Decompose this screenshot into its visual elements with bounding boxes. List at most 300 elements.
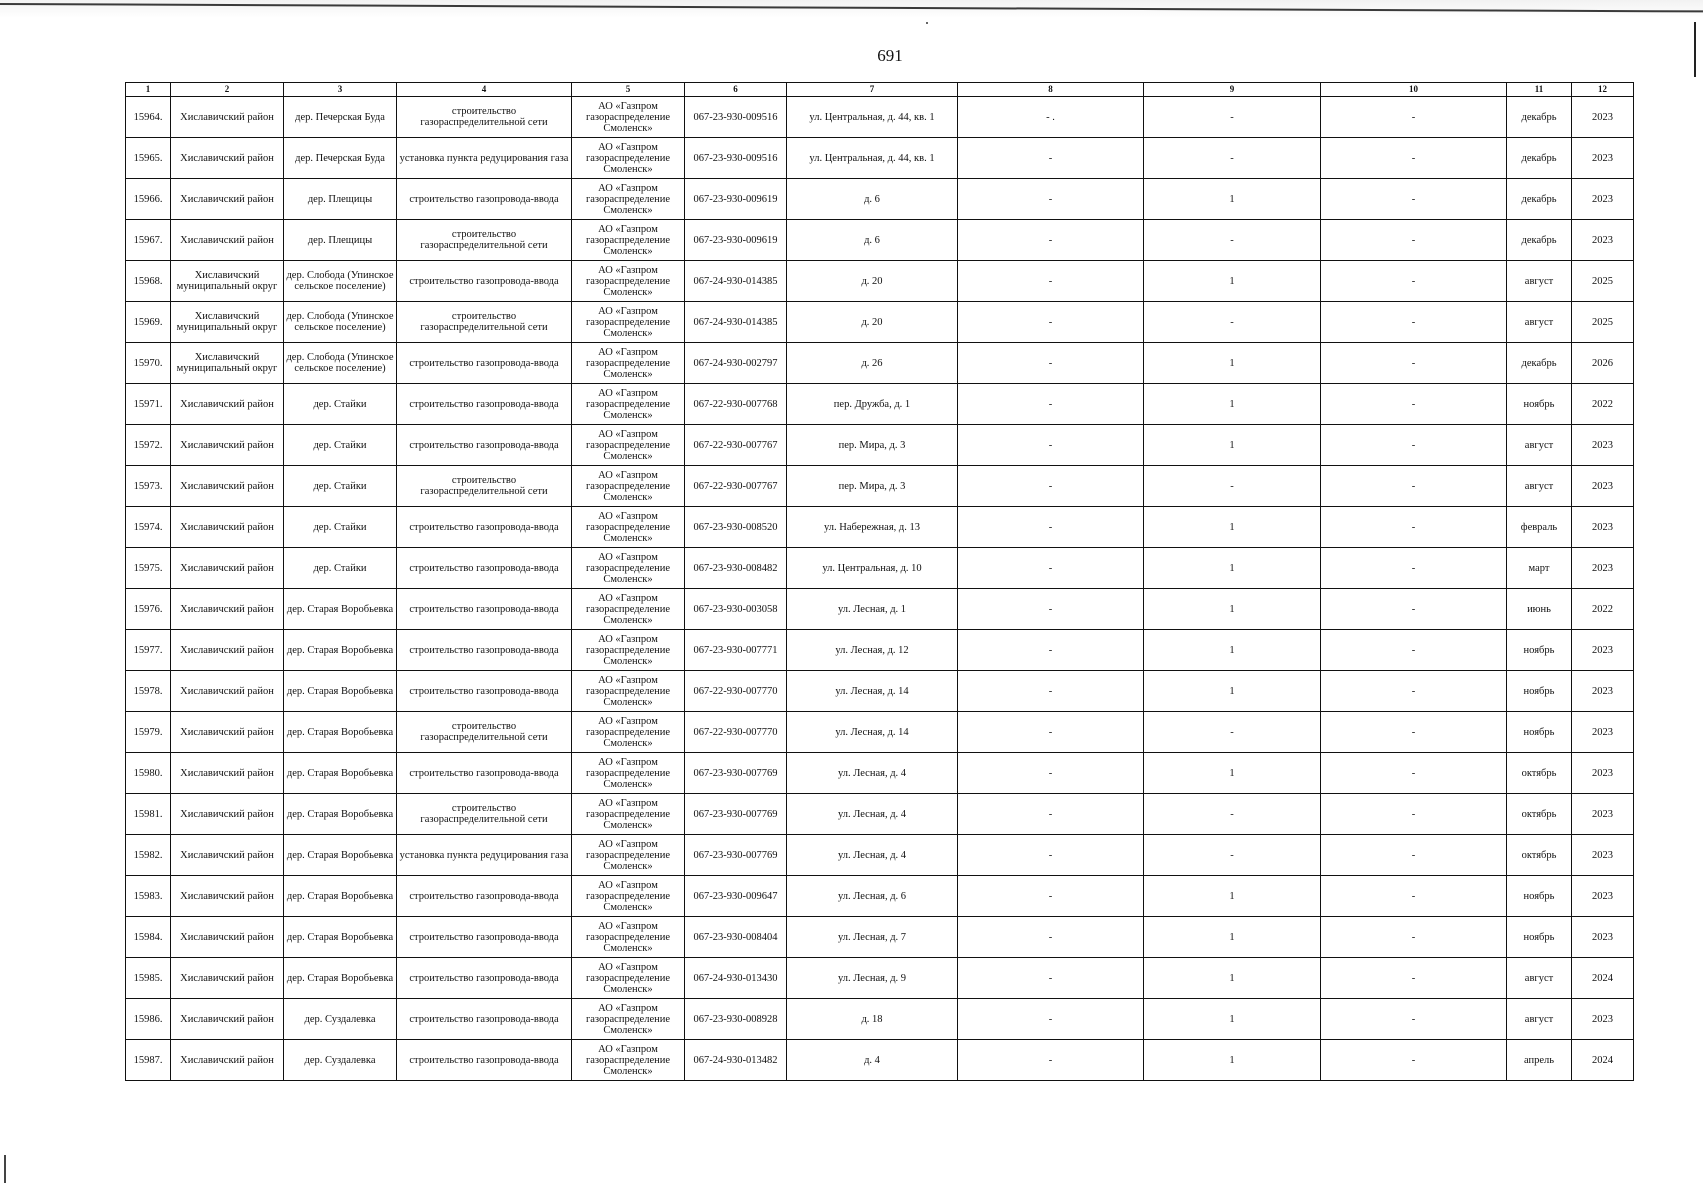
- application-code-cell: 067-23-930-007769: [685, 794, 787, 835]
- column-8-cell: -: [958, 835, 1144, 876]
- district-cell: Хиславичский муниципальный округ: [171, 302, 284, 343]
- work-type-cell: строительство газопровода-ввода: [397, 425, 572, 466]
- year-cell: 2022: [1572, 384, 1634, 425]
- organization-cell: АО «Газпром газораспределение Смоленск»: [572, 630, 685, 671]
- address-cell: ул. Лесная, д. 9: [787, 958, 958, 999]
- organization-cell: АО «Газпром газораспределение Смоленск»: [572, 179, 685, 220]
- column-8-cell: -: [958, 589, 1144, 630]
- year-cell: 2023: [1572, 712, 1634, 753]
- district-cell: Хиславичский район: [171, 548, 284, 589]
- column-8-cell: -: [958, 384, 1144, 425]
- address-cell: ул. Центральная, д. 10: [787, 548, 958, 589]
- address-cell: ул. Лесная, д. 14: [787, 671, 958, 712]
- application-code-cell: 067-23-930-009516: [685, 97, 787, 138]
- district-cell: Хиславичский район: [171, 507, 284, 548]
- column-10-cell: -: [1321, 466, 1507, 507]
- district-cell: Хиславичский район: [171, 917, 284, 958]
- column-number-row: [126, 83, 1634, 97]
- year-cell: 2026: [1572, 343, 1634, 384]
- work-type-cell: строительство газопровода-ввода: [397, 343, 572, 384]
- table-row: [126, 548, 1634, 589]
- address-cell: ул. Лесная, д. 6: [787, 876, 958, 917]
- column-9-cell: -: [1144, 97, 1321, 138]
- row-number-cell: 15976.: [126, 589, 171, 630]
- address-cell: ул. Лесная, д. 4: [787, 794, 958, 835]
- column-10-cell: -: [1321, 261, 1507, 302]
- column-9-cell: 1: [1144, 958, 1321, 999]
- table-row: [126, 1040, 1634, 1081]
- column-10-cell: -: [1321, 138, 1507, 179]
- column-8-cell: -: [958, 958, 1144, 999]
- row-number-cell: 15982.: [126, 835, 171, 876]
- column-9-cell: -: [1144, 220, 1321, 261]
- month-cell: октябрь: [1507, 753, 1572, 794]
- work-type-cell: строительство газораспределительной сети: [397, 712, 572, 753]
- work-type-cell: строительство газопровода-ввода: [397, 917, 572, 958]
- month-cell: декабрь: [1507, 138, 1572, 179]
- work-type-cell: строительство газораспределительной сети: [397, 302, 572, 343]
- year-cell: 2023: [1572, 466, 1634, 507]
- address-cell: ул. Набережная, д. 13: [787, 507, 958, 548]
- row-number-cell: 15983.: [126, 876, 171, 917]
- application-code-cell: 067-22-930-007768: [685, 384, 787, 425]
- scan-speck: [926, 22, 928, 24]
- organization-cell: АО «Газпром газораспределение Смоленск»: [572, 425, 685, 466]
- address-cell: ул. Лесная, д. 12: [787, 630, 958, 671]
- application-code-cell: 067-24-930-014385: [685, 302, 787, 343]
- table-row: [126, 343, 1634, 384]
- column-9-cell: 1: [1144, 671, 1321, 712]
- column-10-cell: -: [1321, 343, 1507, 384]
- month-cell: август: [1507, 302, 1572, 343]
- locality-cell: дер. Старая Воробьевка: [284, 958, 397, 999]
- table-row: [126, 917, 1634, 958]
- month-cell: ноябрь: [1507, 671, 1572, 712]
- column-10-cell: -: [1321, 384, 1507, 425]
- column-9-cell: -: [1144, 712, 1321, 753]
- work-type-cell: строительство газопровода-ввода: [397, 753, 572, 794]
- application-code-cell: 067-24-930-013430: [685, 958, 787, 999]
- table-row: [126, 220, 1634, 261]
- year-cell: 2023: [1572, 179, 1634, 220]
- row-number-cell: 15964.: [126, 97, 171, 138]
- column-header: 8: [958, 83, 1144, 97]
- organization-cell: АО «Газпром газораспределение Смоленск»: [572, 835, 685, 876]
- address-cell: ул. Лесная, д. 1: [787, 589, 958, 630]
- organization-cell: АО «Газпром газораспределение Смоленск»: [572, 589, 685, 630]
- column-8-cell: -: [958, 794, 1144, 835]
- work-type-cell: установка пункта редуцирования газа: [397, 835, 572, 876]
- application-code-cell: 067-23-930-007771: [685, 630, 787, 671]
- work-type-cell: строительство газопровода-ввода: [397, 630, 572, 671]
- column-header: 12: [1572, 83, 1634, 97]
- year-cell: 2023: [1572, 876, 1634, 917]
- locality-cell: дер. Старая Воробьевка: [284, 630, 397, 671]
- locality-cell: дер. Старая Воробьевка: [284, 794, 397, 835]
- locality-cell: дер. Печерская Буда: [284, 97, 397, 138]
- address-cell: д. 20: [787, 261, 958, 302]
- locality-cell: дер. Плещицы: [284, 220, 397, 261]
- row-number-cell: 15975.: [126, 548, 171, 589]
- column-9-cell: -: [1144, 138, 1321, 179]
- work-type-cell: строительство газораспределительной сети: [397, 794, 572, 835]
- organization-cell: АО «Газпром газораспределение Смоленск»: [572, 384, 685, 425]
- district-cell: Хиславичский муниципальный округ: [171, 261, 284, 302]
- column-8-cell: -: [958, 671, 1144, 712]
- year-cell: 2023: [1572, 999, 1634, 1040]
- row-number-cell: 15973.: [126, 466, 171, 507]
- month-cell: ноябрь: [1507, 712, 1572, 753]
- row-number-cell: 15979.: [126, 712, 171, 753]
- column-header: 7: [787, 83, 958, 97]
- application-code-cell: 067-23-930-008928: [685, 999, 787, 1040]
- column-10-cell: -: [1321, 589, 1507, 630]
- table-row: [126, 958, 1634, 999]
- application-code-cell: 067-23-930-009619: [685, 220, 787, 261]
- organization-cell: АО «Газпром газораспределение Смоленск»: [572, 343, 685, 384]
- column-10-cell: -: [1321, 753, 1507, 794]
- column-header: 11: [1507, 83, 1572, 97]
- column-8-cell: -: [958, 507, 1144, 548]
- locality-cell: дер. Старая Воробьевка: [284, 589, 397, 630]
- year-cell: 2023: [1572, 507, 1634, 548]
- register-table: [125, 82, 1634, 1081]
- table-row: [126, 876, 1634, 917]
- column-header: 2: [171, 83, 284, 97]
- work-type-cell: строительство газораспределительной сети: [397, 466, 572, 507]
- address-cell: ул. Лесная, д. 14: [787, 712, 958, 753]
- month-cell: декабрь: [1507, 97, 1572, 138]
- column-header: 5: [572, 83, 685, 97]
- column-8-cell: -: [958, 753, 1144, 794]
- column-8-cell: -: [958, 1040, 1144, 1081]
- address-cell: ул. Лесная, д. 4: [787, 835, 958, 876]
- district-cell: Хиславичский муниципальный округ: [171, 343, 284, 384]
- locality-cell: дер. Стайки: [284, 425, 397, 466]
- district-cell: Хиславичский район: [171, 179, 284, 220]
- column-10-cell: -: [1321, 876, 1507, 917]
- month-cell: июнь: [1507, 589, 1572, 630]
- month-cell: август: [1507, 958, 1572, 999]
- table-row: [126, 630, 1634, 671]
- column-10-cell: -: [1321, 302, 1507, 343]
- work-type-cell: строительство газопровода-ввода: [397, 958, 572, 999]
- organization-cell: АО «Газпром газораспределение Смоленск»: [572, 138, 685, 179]
- organization-cell: АО «Газпром газораспределение Смоленск»: [572, 958, 685, 999]
- organization-cell: АО «Газпром газораспределение Смоленск»: [572, 261, 685, 302]
- row-number-cell: 15968.: [126, 261, 171, 302]
- work-type-cell: строительство газопровода-ввода: [397, 384, 572, 425]
- column-10-cell: -: [1321, 220, 1507, 261]
- table-row: [126, 712, 1634, 753]
- organization-cell: АО «Газпром газораспределение Смоленск»: [572, 671, 685, 712]
- organization-cell: АО «Газпром газораспределение Смоленск»: [572, 507, 685, 548]
- locality-cell: дер. Стайки: [284, 384, 397, 425]
- district-cell: Хиславичский район: [171, 753, 284, 794]
- locality-cell: дер. Старая Воробьевка: [284, 671, 397, 712]
- organization-cell: АО «Газпром газораспределение Смоленск»: [572, 220, 685, 261]
- column-8-cell: -: [958, 466, 1144, 507]
- column-8-cell: -: [958, 999, 1144, 1040]
- work-type-cell: строительство газопровода-ввода: [397, 261, 572, 302]
- column-9-cell: 1: [1144, 589, 1321, 630]
- address-cell: ул. Центральная, д. 44, кв. 1: [787, 97, 958, 138]
- application-code-cell: 067-23-930-008482: [685, 548, 787, 589]
- column-10-cell: -: [1321, 507, 1507, 548]
- table-row: [126, 589, 1634, 630]
- table-row: [126, 999, 1634, 1040]
- column-9-cell: 1: [1144, 343, 1321, 384]
- column-9-cell: 1: [1144, 753, 1321, 794]
- row-number-cell: 15966.: [126, 179, 171, 220]
- column-8-cell: -: [958, 302, 1144, 343]
- row-number-cell: 15965.: [126, 138, 171, 179]
- work-type-cell: строительство газораспределительной сети: [397, 220, 572, 261]
- work-type-cell: строительство газопровода-ввода: [397, 548, 572, 589]
- column-10-cell: -: [1321, 835, 1507, 876]
- organization-cell: АО «Газпром газораспределение Смоленск»: [572, 917, 685, 958]
- application-code-cell: 067-22-930-007770: [685, 712, 787, 753]
- year-cell: 2023: [1572, 97, 1634, 138]
- table-row: [126, 753, 1634, 794]
- year-cell: 2023: [1572, 794, 1634, 835]
- year-cell: 2023: [1572, 425, 1634, 466]
- row-number-cell: 15981.: [126, 794, 171, 835]
- locality-cell: дер. Старая Воробьевка: [284, 835, 397, 876]
- application-code-cell: 067-22-930-007767: [685, 425, 787, 466]
- district-cell: Хиславичский район: [171, 630, 284, 671]
- column-9-cell: 1: [1144, 179, 1321, 220]
- table-row: [126, 466, 1634, 507]
- month-cell: ноябрь: [1507, 876, 1572, 917]
- application-code-cell: 067-23-930-009647: [685, 876, 787, 917]
- row-number-cell: 15984.: [126, 917, 171, 958]
- year-cell: 2024: [1572, 958, 1634, 999]
- month-cell: ноябрь: [1507, 384, 1572, 425]
- locality-cell: дер. Слобода (Упинское сельское поселение): [284, 343, 397, 384]
- district-cell: Хиславичский район: [171, 999, 284, 1040]
- year-cell: 2023: [1572, 138, 1634, 179]
- district-cell: Хиславичский район: [171, 1040, 284, 1081]
- organization-cell: АО «Газпром газораспределение Смоленск»: [572, 548, 685, 589]
- work-type-cell: строительство газопровода-ввода: [397, 876, 572, 917]
- address-cell: пер. Мира, д. 3: [787, 425, 958, 466]
- table-row: [126, 384, 1634, 425]
- table-row: [126, 507, 1634, 548]
- address-cell: д. 18: [787, 999, 958, 1040]
- address-cell: д. 4: [787, 1040, 958, 1081]
- year-cell: 2023: [1572, 630, 1634, 671]
- row-number-cell: 15978.: [126, 671, 171, 712]
- year-cell: 2023: [1572, 753, 1634, 794]
- row-number-cell: 15969.: [126, 302, 171, 343]
- month-cell: март: [1507, 548, 1572, 589]
- table-body: [126, 97, 1634, 1081]
- year-cell: 2023: [1572, 835, 1634, 876]
- column-8-cell: -: [958, 630, 1144, 671]
- column-9-cell: 1: [1144, 917, 1321, 958]
- page-number: 691: [877, 46, 903, 65]
- locality-cell: дер. Стайки: [284, 548, 397, 589]
- address-cell: д. 6: [787, 179, 958, 220]
- locality-cell: дер. Печерская Буда: [284, 138, 397, 179]
- locality-cell: дер. Слобода (Упинское сельское поселение): [284, 302, 397, 343]
- locality-cell: дер. Стайки: [284, 466, 397, 507]
- column-8-cell: -: [958, 179, 1144, 220]
- organization-cell: АО «Газпром газораспределение Смоленск»: [572, 753, 685, 794]
- district-cell: Хиславичский район: [171, 794, 284, 835]
- column-10-cell: -: [1321, 999, 1507, 1040]
- organization-cell: АО «Газпром газораспределение Смоленск»: [572, 302, 685, 343]
- column-9-cell: 1: [1144, 384, 1321, 425]
- year-cell: 2023: [1572, 671, 1634, 712]
- row-number-cell: 15967.: [126, 220, 171, 261]
- month-cell: август: [1507, 261, 1572, 302]
- locality-cell: дер. Суздалевка: [284, 999, 397, 1040]
- year-cell: 2023: [1572, 220, 1634, 261]
- work-type-cell: строительство газопровода-ввода: [397, 179, 572, 220]
- column-header: 10: [1321, 83, 1507, 97]
- application-code-cell: 067-23-930-009516: [685, 138, 787, 179]
- column-9-cell: 1: [1144, 548, 1321, 589]
- column-9-cell: 1: [1144, 261, 1321, 302]
- column-10-cell: -: [1321, 794, 1507, 835]
- column-8-cell: -: [958, 425, 1144, 466]
- row-number-cell: 15980.: [126, 753, 171, 794]
- column-header: 6: [685, 83, 787, 97]
- address-cell: ул. Лесная, д. 7: [787, 917, 958, 958]
- column-10-cell: -: [1321, 712, 1507, 753]
- column-10-cell: -: [1321, 548, 1507, 589]
- district-cell: Хиславичский район: [171, 835, 284, 876]
- year-cell: 2024: [1572, 1040, 1634, 1081]
- month-cell: февраль: [1507, 507, 1572, 548]
- work-type-cell: установка пункта редуцирования газа: [397, 138, 572, 179]
- column-10-cell: -: [1321, 97, 1507, 138]
- column-header: 1: [126, 83, 171, 97]
- table-row: [126, 138, 1634, 179]
- table-row: [126, 97, 1634, 138]
- table-row: [126, 261, 1634, 302]
- row-number-cell: 15974.: [126, 507, 171, 548]
- table-row: [126, 794, 1634, 835]
- column-9-cell: -: [1144, 794, 1321, 835]
- column-header: 4: [397, 83, 572, 97]
- year-cell: 2023: [1572, 917, 1634, 958]
- locality-cell: дер. Стайки: [284, 507, 397, 548]
- column-9-cell: 1: [1144, 630, 1321, 671]
- year-cell: 2025: [1572, 261, 1634, 302]
- address-cell: ул. Лесная, д. 4: [787, 753, 958, 794]
- organization-cell: АО «Газпром газораспределение Смоленск»: [572, 97, 685, 138]
- district-cell: Хиславичский район: [171, 712, 284, 753]
- organization-cell: АО «Газпром газораспределение Смоленск»: [572, 794, 685, 835]
- locality-cell: дер. Старая Воробьевка: [284, 917, 397, 958]
- column-9-cell: 1: [1144, 425, 1321, 466]
- address-cell: д. 20: [787, 302, 958, 343]
- month-cell: август: [1507, 999, 1572, 1040]
- row-number-cell: 15987.: [126, 1040, 171, 1081]
- organization-cell: АО «Газпром газораспределение Смоленск»: [572, 876, 685, 917]
- column-10-cell: -: [1321, 1040, 1507, 1081]
- application-code-cell: 067-23-930-003058: [685, 589, 787, 630]
- row-number-cell: 15977.: [126, 630, 171, 671]
- district-cell: Хиславичский район: [171, 384, 284, 425]
- organization-cell: АО «Газпром газораспределение Смоленск»: [572, 466, 685, 507]
- column-9-cell: 1: [1144, 507, 1321, 548]
- month-cell: октябрь: [1507, 794, 1572, 835]
- application-code-cell: 067-22-930-007770: [685, 671, 787, 712]
- year-cell: 2023: [1572, 548, 1634, 589]
- column-9-cell: 1: [1144, 876, 1321, 917]
- district-cell: Хиславичский район: [171, 876, 284, 917]
- column-10-cell: -: [1321, 671, 1507, 712]
- year-cell: 2025: [1572, 302, 1634, 343]
- district-cell: Хиславичский район: [171, 220, 284, 261]
- column-8-cell: -: [958, 548, 1144, 589]
- row-number-cell: 15972.: [126, 425, 171, 466]
- application-code-cell: 067-22-930-007767: [685, 466, 787, 507]
- work-type-cell: строительство газопровода-ввода: [397, 999, 572, 1040]
- organization-cell: АО «Газпром газораспределение Смоленск»: [572, 1040, 685, 1081]
- locality-cell: дер. Старая Воробьевка: [284, 876, 397, 917]
- table-row: [126, 671, 1634, 712]
- locality-cell: дер. Старая Воробьевка: [284, 753, 397, 794]
- locality-cell: дер. Старая Воробьевка: [284, 712, 397, 753]
- table-row: [126, 425, 1634, 466]
- scan-left-edge: [4, 1155, 6, 1183]
- month-cell: декабрь: [1507, 179, 1572, 220]
- work-type-cell: строительство газопровода-ввода: [397, 507, 572, 548]
- table-row: [126, 179, 1634, 220]
- year-cell: 2022: [1572, 589, 1634, 630]
- column-header: 3: [284, 83, 397, 97]
- district-cell: Хиславичский район: [171, 589, 284, 630]
- application-code-cell: 067-23-930-008404: [685, 917, 787, 958]
- month-cell: декабрь: [1507, 220, 1572, 261]
- month-cell: декабрь: [1507, 343, 1572, 384]
- application-code-cell: 067-23-930-007769: [685, 753, 787, 794]
- locality-cell: дер. Плещицы: [284, 179, 397, 220]
- column-9-cell: 1: [1144, 1040, 1321, 1081]
- column-8-cell: -: [958, 220, 1144, 261]
- district-cell: Хиславичский район: [171, 671, 284, 712]
- month-cell: апрель: [1507, 1040, 1572, 1081]
- address-cell: пер. Дружба, д. 1: [787, 384, 958, 425]
- application-code-cell: 067-24-930-014385: [685, 261, 787, 302]
- work-type-cell: строительство газопровода-ввода: [397, 671, 572, 712]
- row-number-cell: 15971.: [126, 384, 171, 425]
- column-10-cell: -: [1321, 425, 1507, 466]
- month-cell: октябрь: [1507, 835, 1572, 876]
- column-10-cell: -: [1321, 958, 1507, 999]
- column-10-cell: -: [1321, 630, 1507, 671]
- column-10-cell: -: [1321, 179, 1507, 220]
- address-cell: пер. Мира, д. 3: [787, 466, 958, 507]
- work-type-cell: строительство газопровода-ввода: [397, 1040, 572, 1081]
- column-8-cell: -: [958, 343, 1144, 384]
- month-cell: август: [1507, 466, 1572, 507]
- row-number-cell: 15985.: [126, 958, 171, 999]
- address-cell: ул. Центральная, д. 44, кв. 1: [787, 138, 958, 179]
- district-cell: Хиславичский район: [171, 97, 284, 138]
- column-8-cell: -: [958, 917, 1144, 958]
- column-9-cell: -: [1144, 835, 1321, 876]
- application-code-cell: 067-24-930-002797: [685, 343, 787, 384]
- month-cell: ноябрь: [1507, 917, 1572, 958]
- district-cell: Хиславичский район: [171, 958, 284, 999]
- locality-cell: дер. Слобода (Упинское сельское поселение): [284, 261, 397, 302]
